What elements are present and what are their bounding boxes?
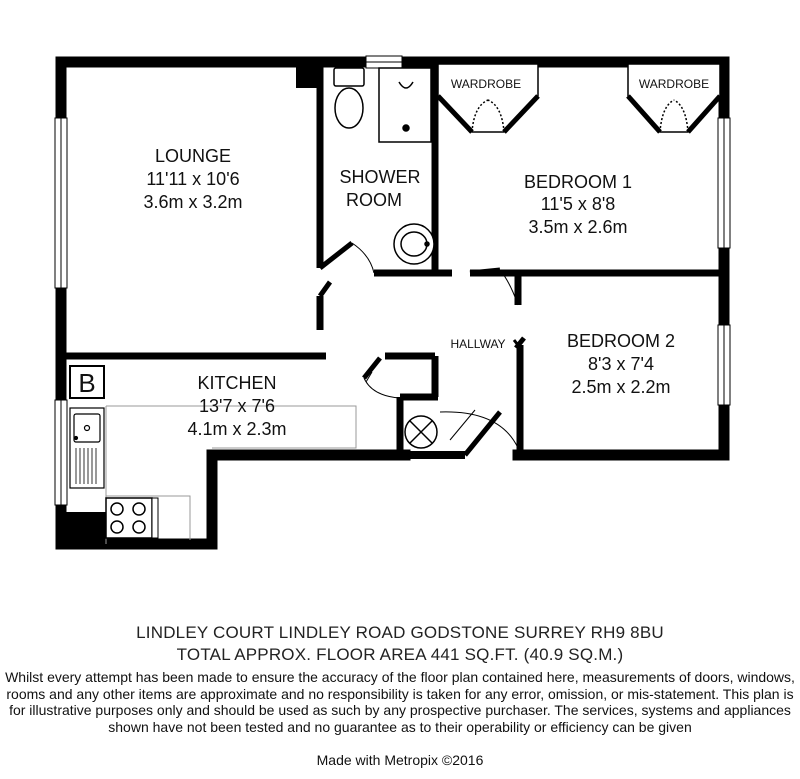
wardrobe-left-label: WARDROBE [450, 77, 522, 91]
floor-area: TOTAL APPROX. FLOOR AREA 441 SQ.FT. (40.9 SQ.M.) [176, 645, 624, 664]
credit-text: Made with Metropix ©2016 [316, 752, 484, 768]
bedroom1-name: BEDROOM 1 [523, 172, 633, 192]
corner-block [66, 512, 106, 542]
boiler-label: B [78, 368, 96, 398]
column-block [296, 66, 318, 88]
lounge-imperial: 11'11 x 10'6 [146, 169, 240, 189]
kitchen-metric: 4.1m x 2.3m [187, 419, 287, 439]
kitchen-name: KITCHEN [197, 373, 277, 393]
wardrobe-right-icon [628, 64, 720, 132]
wardrobe-left-icon [438, 64, 538, 132]
shower-tray-icon [379, 68, 431, 142]
washbasin-icon [394, 224, 434, 264]
bedroom2-name: BEDROOM 2 [566, 331, 676, 351]
hob-icon [106, 498, 158, 538]
toilet-icon [334, 68, 364, 128]
shower-name-line1: SHOWER [339, 167, 421, 187]
bedroom2-metric: 2.5m x 2.2m [571, 377, 671, 397]
property-address: LINDLEY COURT LINDLEY ROAD GODSTONE SURREY RH9 8BU [136, 623, 664, 642]
bedroom1-imperial: 11'5 x 8'8 [540, 194, 616, 214]
hallway-label: HALLWAY [450, 337, 506, 351]
wardrobe-right-label: WARDROBE [638, 77, 710, 91]
bedroom1-metric: 3.5m x 2.6m [528, 217, 628, 237]
sink-icon [70, 408, 104, 488]
shower-name-line2: ROOM [346, 190, 402, 210]
disclaimer-text: Whilst every attempt has been made to ensure the accuracy of the floor plan contained here, measurements of doors, windows, rooms and any other items are approximate and no responsibility is taken for any error, omission, or mis-statement. This plan is for illustrative purposes only and should be used as such by any prospective purchaser. The services, systems and appliances shown have not been tested and no guarantee as to their operability or efficiency can be given [5, 669, 795, 735]
bedroom2-imperial: 8'3 x 7'4 [588, 354, 654, 374]
cylinder-cupboard-icon [405, 416, 437, 448]
lounge-name: LOUNGE [154, 146, 232, 166]
kitchen-imperial: 13'7 x 7'6 [199, 396, 275, 416]
lounge-metric: 3.6m x 3.2m [143, 192, 243, 212]
